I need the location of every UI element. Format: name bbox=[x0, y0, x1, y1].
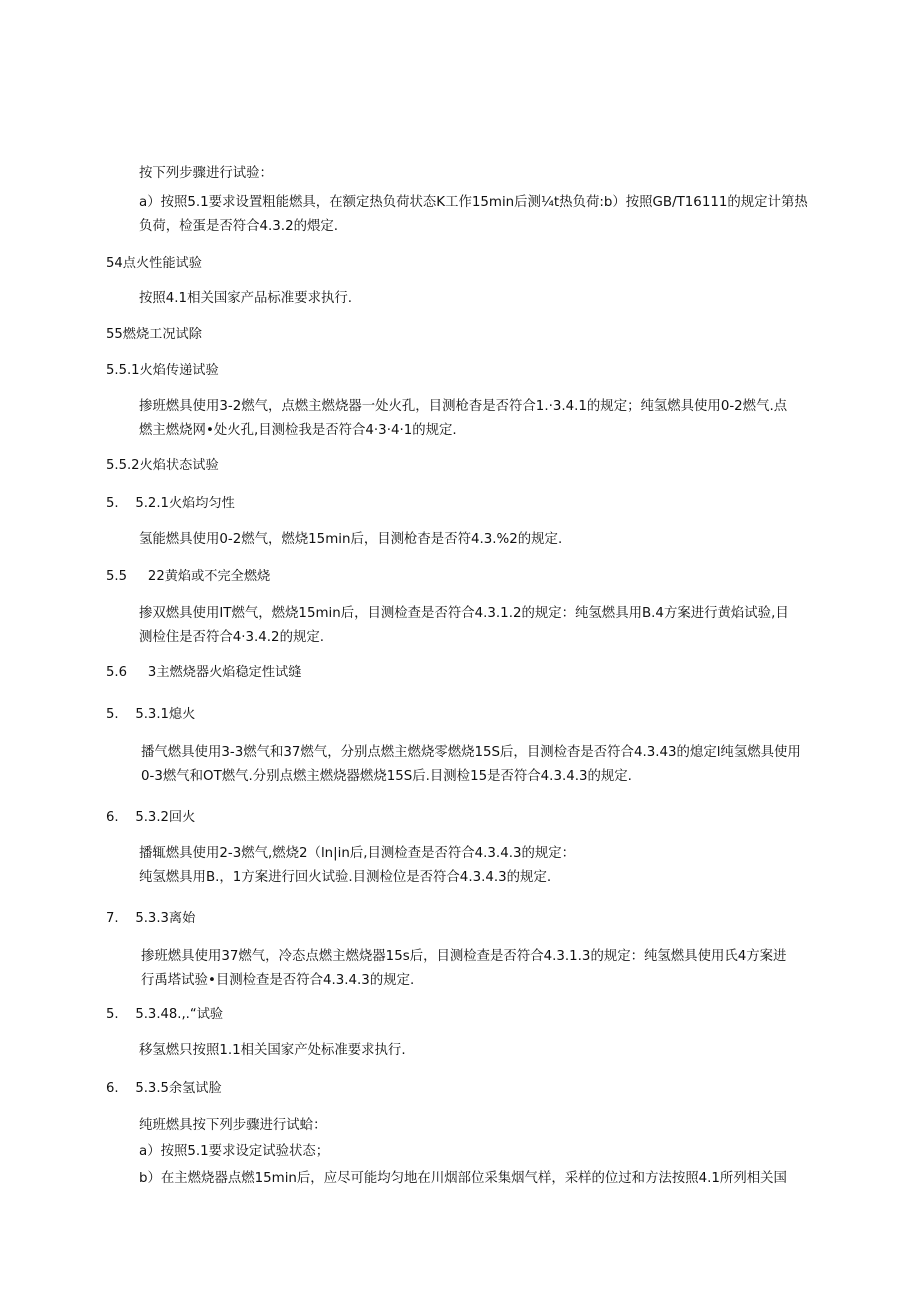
section-heading: 5. 5.2.1火焰均匀性 bbox=[106, 496, 235, 512]
paragraph-line: 掺双燃具使用IT燃气，燃烧15min后，目测检查是否符合4.3.1.2的规定：纯氢燃具用B.4方案进行黄焰试验,目 bbox=[139, 606, 789, 622]
paragraph-line: 移氢燃只按照1.1相关国家产处标准要求执行. bbox=[139, 1043, 406, 1059]
section-heading: 5. 5.3.48.,.“试验 bbox=[106, 1007, 224, 1023]
section-heading: 5. 5.3.1熄火 bbox=[106, 707, 196, 723]
section-heading: 5.5.1火焰传递试验 bbox=[106, 363, 219, 379]
section-heading: 6. 5.3.2回火 bbox=[106, 810, 196, 826]
paragraph-line: 掺班燃具使用37燃气，冷态点燃主燃烧器15s后，目测检查是否符合4.3.1.3的规定：纯氢燃具使用氏4方案进 bbox=[141, 949, 787, 965]
paragraph-line: 按照4.1相关国家产品标准要求执行. bbox=[139, 291, 353, 307]
paragraph-line: 氢能燃具使用0-2燃气，燃烧15min后，目测枪杳是否符4.3.%2的规定. bbox=[139, 532, 563, 548]
paragraph-line: 掺班燃具使用3-2燃气，点燃主燃烧器一处火孔，目测枪杳是否符合1.·3.4.1的规定；纯氢燃具使用0-2燃气.点 bbox=[139, 399, 788, 415]
paragraph-line: 纯氢燃具用B.，1方案进行回火试验.目测检位是否符合4.3.4.3的规定. bbox=[139, 870, 552, 886]
paragraph-line: a）按照5.1要求设定试验状态； bbox=[139, 1144, 330, 1160]
paragraph-line: 测检住是否符合4·3.4.2的规定. bbox=[139, 630, 325, 646]
paragraph-line: 播气燃具使用3-3燃气和37燃气，分别点燃主燃烧零燃烧15S后，目测检杳是否符合4.3.43的熄定l纯氢燃具使用 bbox=[141, 745, 801, 761]
paragraph-line: 0-3燃气和OT燃气.分别点燃主燃烧器燃烧15S后.目测检15是否符合4.3.4.3的规定. bbox=[141, 769, 632, 785]
paragraph-line: b）在主燃烧器点燃15min后，应尽可能均匀地在川烟部位采集烟气样，采样的位过和方法按照4.1所列相关国 bbox=[139, 1171, 787, 1187]
section-heading: 5.5 22黄焰或不完全燃烧 bbox=[106, 569, 271, 585]
paragraph-line: 纯班燃具按下列步骤进行试蛤： bbox=[139, 1118, 327, 1134]
section-heading: 55燃烧工况试除 bbox=[106, 327, 202, 343]
section-heading: 54点火性能试验 bbox=[106, 256, 202, 272]
paragraph-line: 负荷，检蛋是否符合4.3.2的煨定. bbox=[139, 219, 339, 235]
paragraph-line: 行禹塔试验•目测检查是否符合4.3.4.3的规定. bbox=[141, 973, 415, 989]
paragraph-line: 播辄燃具使用2-3燃气,燃烧2（ln|in后,目测检查是否符合4.3.4.3的规定： bbox=[139, 846, 576, 862]
section-heading: 5.5.2火焰状态试验 bbox=[106, 458, 219, 474]
section-heading: 6. 5.3.5余氢试脸 bbox=[106, 1081, 222, 1097]
paragraph-line: 燃主燃烧网•处火孔,目测检我是否符合4·3·4·1的规定. bbox=[139, 423, 457, 439]
paragraph-line: a）按照5.1要求设置粗能燃具，在额定热负荷状态K工作15min后测¼t热负荷:b）按照GB/T16111的规定计第热 bbox=[139, 195, 808, 211]
section-heading: 5.6 3主燃烧器火焰稳定性试缝 bbox=[106, 665, 302, 681]
section-heading: 7. 5.3.3离始 bbox=[106, 911, 196, 927]
paragraph-line: 按下列步骤进行试验： bbox=[139, 166, 273, 182]
